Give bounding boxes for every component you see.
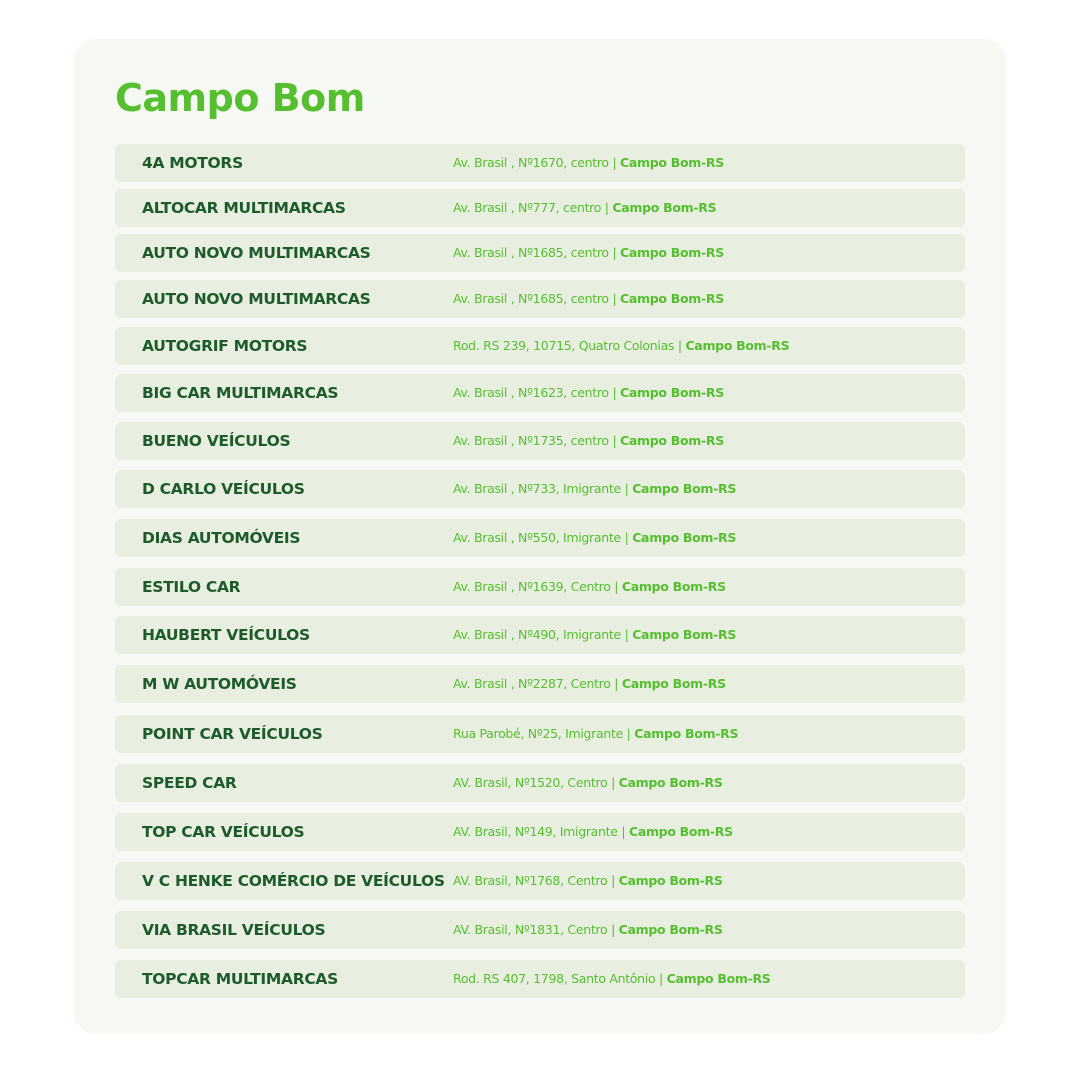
dealer-row bbox=[115, 764, 965, 802]
dealer-row bbox=[115, 715, 965, 753]
dealer-row bbox=[115, 470, 965, 508]
dealer-address: Av. Brasil , Nº1685, centro bbox=[453, 291, 609, 306]
dealer-row bbox=[115, 327, 965, 365]
separator: | bbox=[614, 676, 619, 691]
dealer-name: 4A MOTORS bbox=[142, 154, 243, 172]
separator: | bbox=[612, 433, 617, 448]
dealer-address: Rua Parobé, Nº25, Imigrante bbox=[453, 726, 623, 741]
dealer-city: Campo Bom-RS bbox=[620, 291, 724, 306]
dealer-address: Av. Brasil , Nº1735, centro bbox=[453, 433, 609, 448]
dealer-address-line bbox=[453, 470, 736, 508]
dealer-name: DIAS AUTOMÓVEIS bbox=[142, 529, 301, 547]
separator: | bbox=[612, 291, 617, 306]
separator: | bbox=[612, 155, 617, 170]
dealer-row bbox=[115, 813, 965, 851]
dealer-city: Campo Bom-RS bbox=[632, 481, 737, 496]
dealer-address-line bbox=[453, 911, 723, 949]
dealer-name: TOPCAR MULTIMARCAS bbox=[142, 970, 338, 988]
dealer-city: Campo Bom-RS bbox=[620, 245, 724, 260]
dealer-address: Av. Brasil , Nº1623, centro bbox=[453, 385, 609, 400]
dealer-name: AUTO NOVO MULTIMARCAS bbox=[142, 244, 371, 262]
dealer-city: Campo Bom-RS bbox=[632, 627, 737, 642]
dealer-address: Av. Brasil , Nº1670, centro bbox=[453, 155, 609, 170]
dealer-address-line bbox=[453, 374, 724, 412]
separator: | bbox=[624, 481, 629, 496]
dealer-name: ESTILO CAR bbox=[142, 578, 241, 596]
dealer-address-line bbox=[453, 568, 726, 606]
separator: | bbox=[614, 579, 619, 594]
separator: | bbox=[612, 245, 617, 260]
dealer-city: Campo Bom-RS bbox=[612, 200, 717, 215]
dealer-address: Av. Brasil , Nº2287, Centro bbox=[453, 676, 611, 691]
separator: | bbox=[659, 971, 663, 986]
dealer-name: AUTOGRIF MOTORS bbox=[142, 337, 308, 355]
dealer-city: Campo Bom-RS bbox=[620, 385, 724, 400]
separator: | bbox=[604, 200, 609, 215]
separator: | bbox=[612, 385, 617, 400]
dealer-address-line bbox=[453, 519, 736, 557]
dealer-address-line bbox=[453, 280, 724, 318]
dealer-city: Campo Bom-RS bbox=[628, 824, 733, 839]
dealer-city: Campo Bom-RS bbox=[620, 433, 724, 448]
dealer-name: BIG CAR MULTIMARCAS bbox=[142, 384, 339, 402]
separator: | bbox=[611, 873, 615, 888]
dealer-name: D CARLO VEÍCULOS bbox=[142, 480, 305, 498]
dealer-address-line bbox=[453, 862, 723, 900]
dealer-address-line bbox=[453, 422, 724, 460]
separator: | bbox=[624, 627, 629, 642]
dealer-city: Campo Bom-RS bbox=[634, 726, 739, 741]
dealer-city: Campo Bom-RS bbox=[618, 775, 723, 790]
dealer-address-line bbox=[453, 144, 724, 182]
dealer-row bbox=[115, 374, 965, 412]
dealer-row bbox=[115, 144, 965, 182]
dealer-address: AV. Brasil, Nº1831, Centro bbox=[453, 922, 608, 937]
dealer-name: HAUBERT VEÍCULOS bbox=[142, 626, 310, 644]
dealer-address: Av. Brasil , Nº1685, centro bbox=[453, 245, 609, 260]
dealer-row bbox=[115, 568, 965, 606]
dealer-address-line bbox=[453, 960, 771, 998]
dealer-address-line bbox=[453, 616, 736, 654]
dealer-address-line bbox=[453, 764, 723, 802]
dealer-address: AV. Brasil, Nº1768, Centro bbox=[453, 873, 608, 888]
dealer-address: Av. Brasil , Nº490, Imigrante bbox=[453, 627, 621, 642]
dealer-name: ALTOCAR MULTIMARCAS bbox=[142, 199, 346, 217]
dealer-name: SPEED CAR bbox=[142, 774, 237, 792]
dealer-address: Av. Brasil , Nº550, Imigrante bbox=[453, 530, 621, 545]
dealer-name: AUTO NOVO MULTIMARCAS bbox=[142, 290, 371, 308]
dealer-address: Av. Brasil , Nº733, Imigrante bbox=[453, 481, 621, 496]
dealer-name: VIA BRASIL VEÍCULOS bbox=[142, 921, 326, 939]
dealer-list-card bbox=[74, 39, 1006, 1034]
dealer-name: POINT CAR VEÍCULOS bbox=[142, 725, 323, 743]
dealer-city: Campo Bom-RS bbox=[685, 338, 790, 353]
dealer-address: AV. Brasil, Nº1520, Centro bbox=[453, 775, 608, 790]
separator: | bbox=[677, 338, 682, 353]
dealer-address: Av. Brasil , Nº1639, Centro bbox=[453, 579, 611, 594]
dealer-row bbox=[115, 911, 965, 949]
dealer-row bbox=[115, 960, 965, 998]
dealer-name: V C HENKE COMÉRCIO DE VEÍCULOS bbox=[142, 872, 445, 890]
dealer-address: Rod. RS 407, 1798, Santo Antônio bbox=[453, 971, 656, 986]
dealer-row bbox=[115, 519, 965, 557]
dealer-address-line bbox=[453, 665, 726, 703]
dealer-city: Campo Bom-RS bbox=[618, 873, 723, 888]
dealer-row bbox=[115, 616, 965, 654]
dealer-address-line bbox=[453, 189, 716, 227]
separator: | bbox=[611, 775, 615, 790]
dealer-row bbox=[115, 422, 965, 460]
dealer-row bbox=[115, 280, 965, 318]
dealer-address-line bbox=[453, 813, 733, 851]
dealer-city: Campo Bom-RS bbox=[621, 579, 726, 594]
dealer-city: Campo Bom-RS bbox=[632, 530, 737, 545]
dealer-address-line bbox=[453, 715, 738, 753]
dealer-address-line bbox=[453, 234, 724, 272]
dealer-city: Campo Bom-RS bbox=[621, 676, 726, 691]
dealer-row bbox=[115, 665, 965, 703]
dealer-address: AV. Brasil, Nº149, Imigrante bbox=[453, 824, 618, 839]
dealer-address-line bbox=[453, 327, 789, 365]
separator: | bbox=[611, 922, 615, 937]
dealer-city: Campo Bom-RS bbox=[666, 971, 771, 986]
dealer-address: Rod. RS 239, 10715, Quatro Colonias bbox=[453, 338, 675, 353]
dealer-name: BUENO VEÍCULOS bbox=[142, 432, 291, 450]
dealer-row bbox=[115, 862, 965, 900]
separator: | bbox=[626, 726, 631, 741]
dealer-name: M W AUTOMÓVEIS bbox=[142, 675, 297, 693]
separator: | bbox=[624, 530, 629, 545]
dealer-row bbox=[115, 234, 965, 272]
separator: | bbox=[621, 824, 626, 839]
dealer-row bbox=[115, 189, 965, 227]
dealer-city: Campo Bom-RS bbox=[618, 922, 723, 937]
page-title: Campo Bom bbox=[115, 76, 365, 120]
dealer-city: Campo Bom-RS bbox=[620, 155, 724, 170]
dealer-name: TOP CAR VEÍCULOS bbox=[142, 823, 305, 841]
dealer-address: Av. Brasil , Nº777, centro bbox=[453, 200, 602, 215]
